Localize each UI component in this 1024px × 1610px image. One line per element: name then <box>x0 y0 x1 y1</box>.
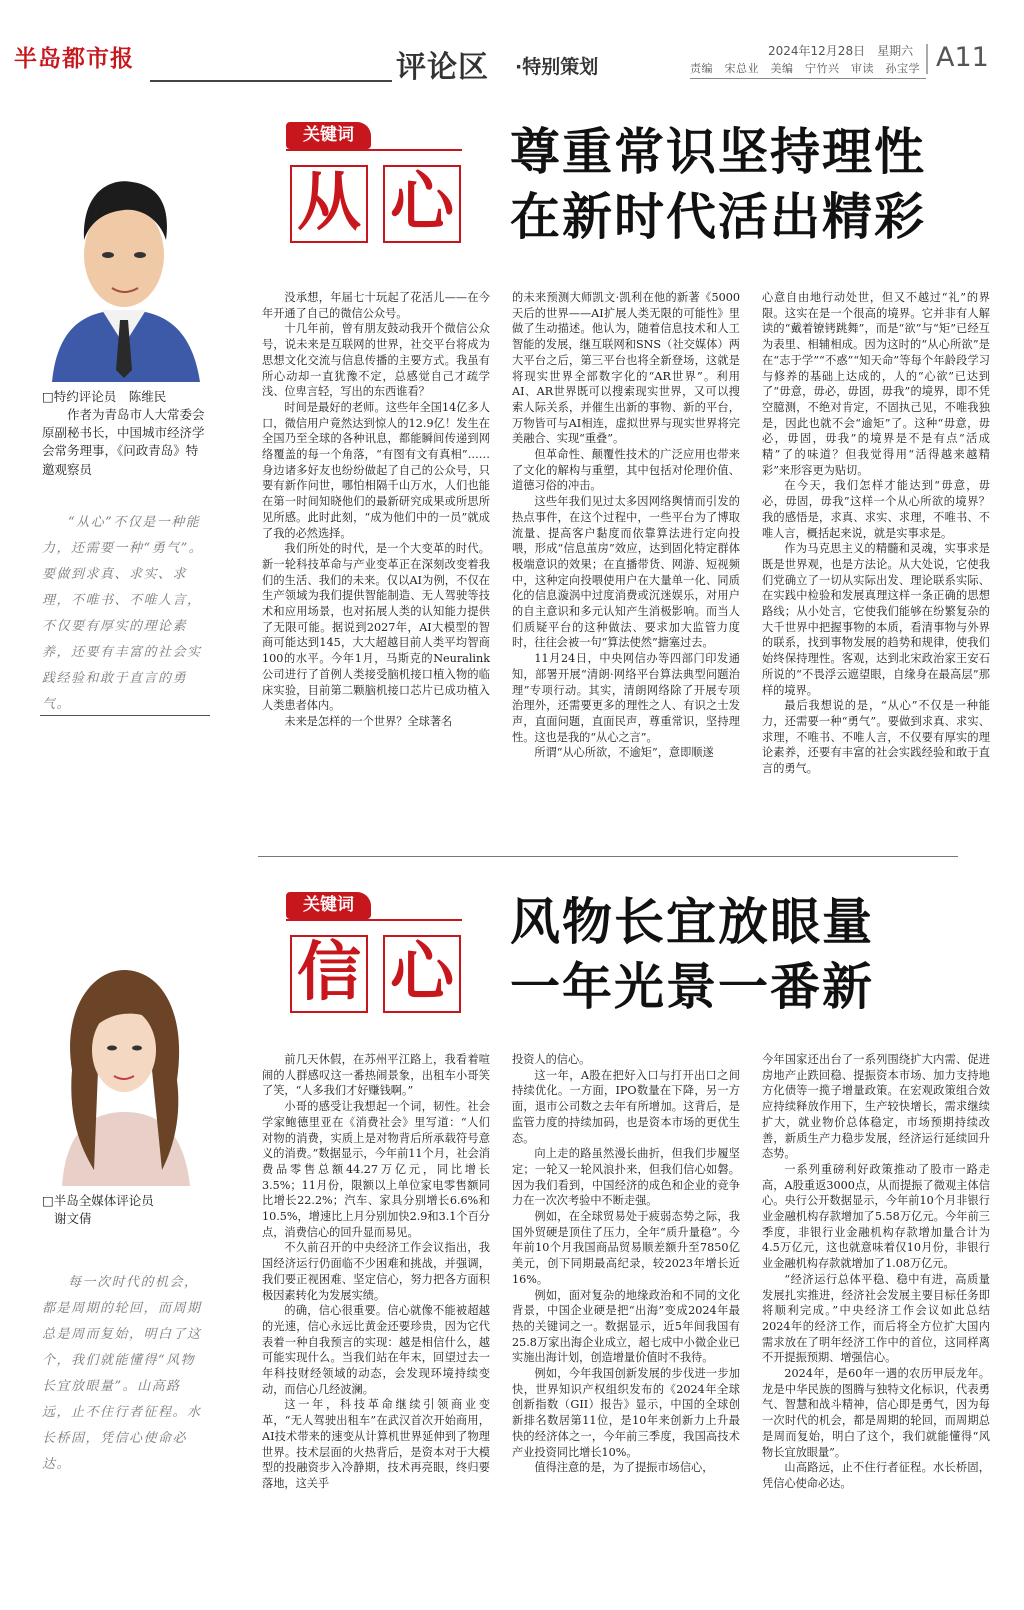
body-paragraph: 但革命性、颠覆性技术的广泛应用也带来了文化的解构与重塑，其中包括对伦理价值、道德习俗的冲击。 <box>512 448 740 493</box>
body-paragraph: 前几天休假，在苏州平江路上，我看着喧闹的人群感叹这一番热闹景象，出租车小哥笑了笑，“人多我们才好赚钱啊。” <box>262 1053 490 1098</box>
body-paragraph: 11月24日，中央网信办等四部门印发通知，部署开展“清朗·网络平台算法典型问题治理”专项行动。其实，清朗网络除了开展专项治理外，还需要更多的理性之人、有识之士发声，直面问题，直面民声，尊重常识，坚持理性。这也是我的“从心之言”。 <box>512 652 740 744</box>
headline-line-2: 在新时代活出精彩 <box>510 188 926 246</box>
body-paragraph: 向上走的路虽然漫长曲折，但我们步履坚定；一轮又一轮风浪扑来，但我们信心如磐。因为我们看到，中国经济的成色和企业的竞争力在一次次考验中不断走强。 <box>512 1147 740 1208</box>
author-portrait-chen <box>42 160 207 382</box>
byline-description: 作者为青岛市人大常委会原副秘书长，中国城市经济学会常务理事，《问政青岛》特邀观察员 <box>42 407 205 477</box>
body-paragraph: 这一年，科技革命继续引领商业变革，“无人驾驶出租车”在武汉首次开始商用，AI技术带来的速变从计算机世界延伸到了物理世界。技术层面的火热背后，是资本对于大模型的投融资步入冷静期，技术再亮眼，终归要落地，这关乎 <box>262 1398 490 1490</box>
body-paragraph: 例如，面对复杂的地缘政治和不同的文化背景，中国企业硬是把“出海”变成2024年最热的关键词之一。数据显示，近5年间我国有25.8万家出海企业成立，超七成中小微企业已实施出海计划，创造增量价值时不我待。 <box>512 1288 740 1365</box>
headline-line-3: 风物长宜放眼量 <box>510 893 874 951</box>
pull-quote-rule <box>40 715 210 716</box>
author-portrait-xie <box>42 950 207 1186</box>
headline-line-1: 尊重常识坚持理性 <box>510 123 926 181</box>
keyword-tag-underline <box>286 149 462 151</box>
body-paragraph: 的确，信心很重要。信心就像不能被超越的光速，信心永远比黄金还要珍贵，因为它代表着一种自我预言的实现：越是相信什么，越可能实现什么。当我们站在年末，回望过去一年科技财经领域的动态，会发现环境持续变动，而信心几经波澜。 <box>262 1304 490 1396</box>
byline-name-2: 谢文倩 <box>54 1211 92 1227</box>
body-paragraph: 在今天，我们怎样才能达到“毋意，毋必，毋固，毋我”这样一个从心所欲的境界？我的感悟是，求真、求实、求理，不唯书、不唯人言，概括起来说，就是实事求是。 <box>762 479 990 540</box>
body-paragraph: 一系列重磅利好政策推动了股市一路走高，A股重返3000点，从而提振了微观主体信心。央行公开数据显示，今年前10个月非银行业金融机构存款增加了5.58万亿元。今年前三季度，非银行业金融机构存款增加量合计为4.5万亿元，这也就意味着仅10月份，非银行业金融机构存款就增加了1.08万亿元。 <box>762 1162 990 1271</box>
masthead-logo: 半岛都市报 <box>14 45 134 72</box>
body-paragraph: 心意自由地行动处世，但又不越过“礼”的界限。这实在是一个很高的境界。它并非有人解读的“戴着镣铐跳舞”，而是“欲”与“矩”已经互为表里、相辅相成。因为这时的“从心所欲”是在“志于学”“不惑”“知天命”等每个年龄段学习与修养的基础上达成的，人的“心欲”已达到了“毋意，毋必，毋固，毋我”的境界，即不凭空臆测，不绝对肯定，不固执己见，不唯我独是，因此也就不会“逾矩”了。这种“毋意，毋必，毋固，毋我”的境界是不是有点“活成精”了的味道？但我觉得用“活得越来越精彩”来形容更为贴切。 <box>762 291 990 477</box>
section-title: 评论区 <box>396 50 489 85</box>
body-paragraph: 没承想，年届七十玩起了花活儿——在今年开通了自己的微信公众号。 <box>262 291 490 320</box>
byline-title-2: □半岛全媒体评论员 <box>42 1193 154 1208</box>
body-paragraph: 这一年，A股在把好入口与打开出口之间持续优化。一方面，IPO数量在下降，另一方面，退市公司数之去年有所增加。这背后，是监管力度的持续加码，也是资本市场的更优生态。 <box>512 1068 740 1145</box>
body-paragraph: 十几年前，曾有朋友鼓动我开个微信公众号，说未来是互联网的世界，社交平台将成为思想文化交流与信息传播的主要方式。我虽有所心动却一直犹豫不定，总感觉自己才疏学浅、位卑言轻，写出的东西谁看？ <box>262 322 490 399</box>
body-paragraph: 我们所处的时代，是一个大变革的时代。新一轮科技革命与产业变革正在深刻改变着我们的生活、我们的未来。仅以AI为例，不仅在生产领域为我们提供智能制造、无人驾驶等技术和应用场景，也对拓展人类的认知能力提供了无限可能。据说到2027年，AI大模型的智商可能达到145，大大超越目前人类平均智商100的水平。今年1月，马斯克的Neuralink公司进行了首例人类接受脑机接口植入物的临床实验，目前第二颗脑机接口芯片已成功植入人类患者体内。 <box>262 542 490 713</box>
headline-line-4: 一年光景一番新 <box>510 958 874 1016</box>
body-paragraph: 的未来预测大师凯文·凯利在他的新著《5000天后的世界——AI扩展人类无限的可能性》里做了生动描述。他认为，随着信息技术和人工智能的发展，继互联网和SNS（社交媒体）两大平台之后，第三平台也将全新登场，这就是将现实世界全部数字化的“AR世界”。利用AI、AR世界既可以搜索现实世界，又可以搜索人际关系，并催生出新的事物、新的平台，万物皆可与AI相连，虚拟世界与现实世界将完美融合、实现“重叠”。 <box>512 291 740 446</box>
body-paragraph: 2024年，是60年一遇的农历甲辰龙年。龙是中华民族的图腾与独特文化标识，代表勇气、智慧和战斗精神，信心即是勇气，因为每一次时代的机会，都是周期的轮回，而周期总是周而复始，明白了这个，我们就能懂得“风物长宜放眼量”。 <box>762 1367 990 1459</box>
keyword-char-3: 信 <box>290 935 368 1013</box>
keyword-tag-2: 关键词 <box>286 892 371 919</box>
body-paragraph: 值得注意的是，为了提振市场信心， <box>534 1461 714 1475</box>
editor-credits: 责编 宋总业 美编 宁竹兴 审读 孙宝学 <box>690 62 920 75</box>
body-paragraph: 例如，在全球贸易处于疲弱态势之际，我国外贸硬是顶住了压力，全年“质升量稳”。今年前10个月我国商品贸易顺差额升至7850亿美元，创下同期最高纪录，较2023年增长近16%。 <box>512 1210 740 1286</box>
pull-quote-1: “从心”不仅是一种能力，还需要一种“勇气”。要做到求真、求实、求理，不唯书、不唯人言，不仅要有厚实的理论素养，还要有丰富的社会实践经验和敢于直言的勇气。 <box>42 515 204 712</box>
body-paragraph: “经济运行总体平稳、稳中有进，高质量发展扎实推进，经济社会发展主要目标任务即将顺利完成。”中央经济工作会议如此总结2024年的经济工作，而后将全方位扩大国内需求放在了明年经济工作中的首位，这同样离不开提振预期、增强信心。 <box>762 1272 990 1365</box>
section-subtitle: ·特别策划 <box>515 56 599 78</box>
byline-author-2 <box>42 1192 208 1228</box>
keyword-char-2: 心 <box>383 165 461 243</box>
pull-quote-2: 每一次时代的机会，都是周期的轮回，而周期总是周而复始，明白了这个，我们就能懂得“风物长宜放眼量”。山高路远，止不住行者征程。水长桥固，凭信心使命必达。 <box>42 1275 202 1472</box>
byline-author-1 <box>42 388 208 479</box>
body-paragraph: 所谓“从心所欲，不逾矩”，意即顺遂 <box>534 746 714 760</box>
article1-column-3 <box>762 290 990 838</box>
page-number: A11 <box>936 42 989 73</box>
body-paragraph: 时间是最好的老师。这些年全国14亿多人口，微信用户竟然达到惊人的12.9亿！发生在全国乃至全球的各种讯息，都能瞬间传递到网络覆盖的每一个角落，“有图有文有真相”……身边诸多好友也纷纷做起了自己的公众号，只要有新作问世，哪怕相隔千山万水，人们也能在第一时间知晓他们的最新研究成果或所思所见所感。此时此刻，“成为他们中的一员”就成了我的必然选择。 <box>262 400 490 540</box>
keyword-char-1: 从 <box>290 165 368 243</box>
article-divider <box>258 856 958 857</box>
body-paragraph: 投资人的信心。 <box>512 1053 591 1066</box>
header-rule-right <box>690 78 926 79</box>
headline-1 <box>510 120 970 250</box>
byline-title: □特约评论员 陈维民 <box>42 389 167 404</box>
body-paragraph: 未来是怎样的一个世界？全球著名 <box>284 714 453 728</box>
keyword-tag-underline-2 <box>286 919 462 921</box>
body-paragraph: 今年国家还出台了一系列围绕扩大内需、促进房地产止跌回稳、提振资本市场、加力支持地方化债等一揽子增量政策。在宏观政策组合效应持续释放作用下，生产较快增长，需求继续扩大，就业物价总体稳定，市场预期持续改善，新质生产力稳步发展，经济运行延续回升态势。 <box>762 1053 990 1161</box>
body-paragraph: 作为马克思主义的精髓和灵魂，实事求是既是世界观，也是方法论。从大处说，它使我们党确立了一切从实际出发、理论联系实际、在实践中检验和发展真理这样一条正确的思想路线；从小处言，它使我们能够在纷繁复杂的大千世界中把握事物的本质，看清事物与外界的联系，找到事物发展的趋势和规律，使我们始终保持理性。客观，达到北宋政治家王安石所说的“不畏浮云遮望眼，自缘身在最高层”那样的境界。 <box>762 542 990 697</box>
page-separator <box>926 44 928 74</box>
keyword-char-4: 心 <box>383 935 461 1013</box>
article2-column-3 <box>762 1052 990 1592</box>
body-paragraph: 最后我想说的是，“从心”不仅是一种能力，还需要一种“勇气”。要做到求真、求实、求理，不唯书、不唯人言，不仅要有厚实的理论素养，还要有丰富的社会实践经验和敢于直言的勇气。 <box>762 699 990 776</box>
issue-date: 2024年12月28日 星期六 <box>768 44 914 58</box>
headline-2 <box>510 890 970 1020</box>
body-paragraph: 小哥的感受让我想起一个词，韧性。社会学家鲍德里亚在《消费社会》里写道：“人们对物的消费，实质上是对物背后所承载符号意义的消费。”数据显示，今年前11个月，社会消费品零售总额44.27万亿元，同比增长3.5%；11月份，限额以上单位家电零售额同比增长22.2%；汽车、家具分别增长6.6%和10.5%，增速比上月分别加快2.9和3.1个百分点，消费信心的回升显而易见。 <box>262 1100 490 1239</box>
header-rule <box>150 80 392 82</box>
body-paragraph: 不久前召开的中央经济工作会议指出，我国经济运行仍面临不少困难和挑战，并强调，我们要正视困难、坚定信心，努力把各方面积极因素转化为发展实绩。 <box>262 1241 490 1302</box>
article2-column-1 <box>262 1052 490 1592</box>
article2-column-2 <box>512 1052 740 1592</box>
article1-column-1 <box>262 290 490 838</box>
body-paragraph: 这些年我们见过太多因网络舆情而引发的热点事件，在这个过程中，一些平台为了博取流量、提高客户黏度而依靠算法进行定向投喂，形成“信息茧房”效应，达到固化特定群体极端意识的效果；在直播带货、网游、短视频中，这种定向投喂使用户在大量单一化、同质化的信息漩涡中过度消费或沉迷娱乐，对用户的自主意识和多元认知产生消极影响。而当人们质疑平台的这种做法、要求加大监管力度时，往往会被一句“算法使然”搪塞过去。 <box>512 495 740 650</box>
body-paragraph: 例如，今年我国创新发展的步伐进一步加快，世界知识产权组织发布的《2024年全球创新指数（GII）报告》显示，中国的全球创新排名数居第11位，是10年来创新力上升最快的经济体之一，今年前三季度，我国高技术产业投资同比增长10%。 <box>512 1367 740 1459</box>
keyword-tag-1: 关键词 <box>286 122 371 149</box>
body-paragraph: 山高路远，止不住行者征程。水长桥固，凭信心使命必达。 <box>762 1461 990 1490</box>
article1-column-2 <box>512 290 740 838</box>
